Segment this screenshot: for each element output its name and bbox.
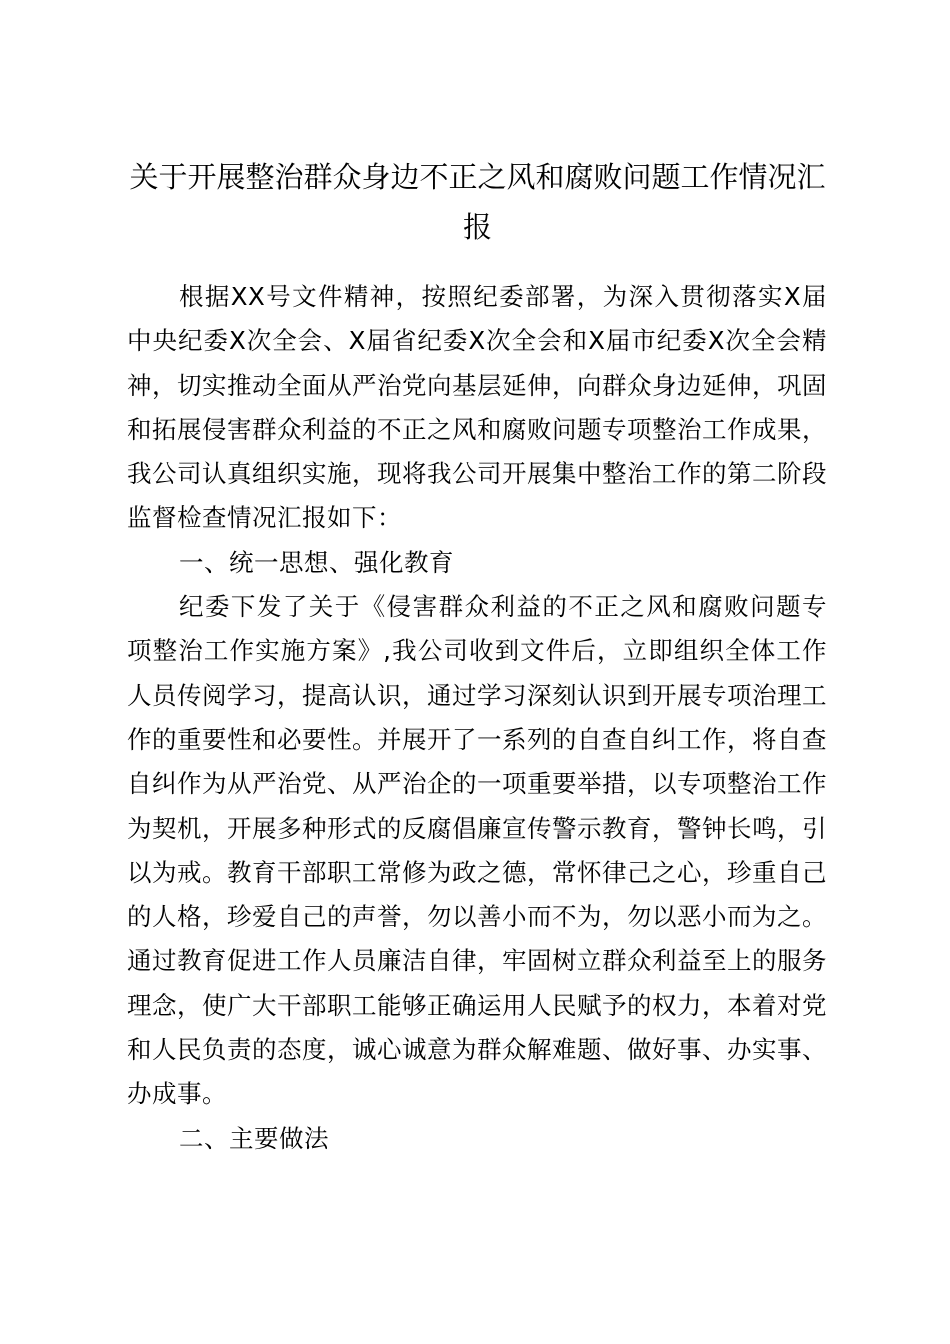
section-heading-2: 二、主要做法: [179, 1123, 329, 1153]
section-heading-1: 一、统一思想、强化教育: [179, 547, 454, 577]
section-1-paragraph: 纪委下发了关于《侵害群众利益的不正之风和腐败问题专项整治工作实施方案》,我公司收到文件后，立即组织全体工作人员传阅学习，提高认识，通过学习深刻认识到开展专项治理工作的重要性和必要性。并展开了一系列的自查自纠工作，将自查自纠作为从严治党、从严治企的一项重要举措，以专项整治工作为契机，开展多种形式的反腐倡廉宣传警示教育，警钟长鸣，引以为戒。教育干部职工常修为政之德，常怀律己之心，珍重自己的人格，珍爱自己的声誉，勿以善小而不为，勿以恶小而为之。通过教育促进工作人员廉洁自律，牢固树立群众利益至上的服务理念，使广大干部职工能够正确运用人民赋予的权力，本着对党和人民负责的态度，诚心诚意为群众解难题、做好事、办实事、办成事。: [127, 592, 827, 1109]
document-body: [127, 275, 827, 1161]
document-title: 关于开展整治群众身边不正之风和腐败问题工作情况汇报: [129, 160, 826, 244]
intro-paragraph: 根据XX号文件精神，按照纪委部署，为深入贯彻落实X届中央纪委X次全会、X届省纪委X次全会和X届市纪委X次全会精神，切实推动全面从严治党向基层延伸，向群众身边延伸，巩固和拓展侵害群众利益的不正之风和腐败问题专项整治工作成果，我公司认真组织实施，现将我公司开展集中整治工作的第二阶段监督检查情况汇报如下：: [127, 282, 827, 533]
